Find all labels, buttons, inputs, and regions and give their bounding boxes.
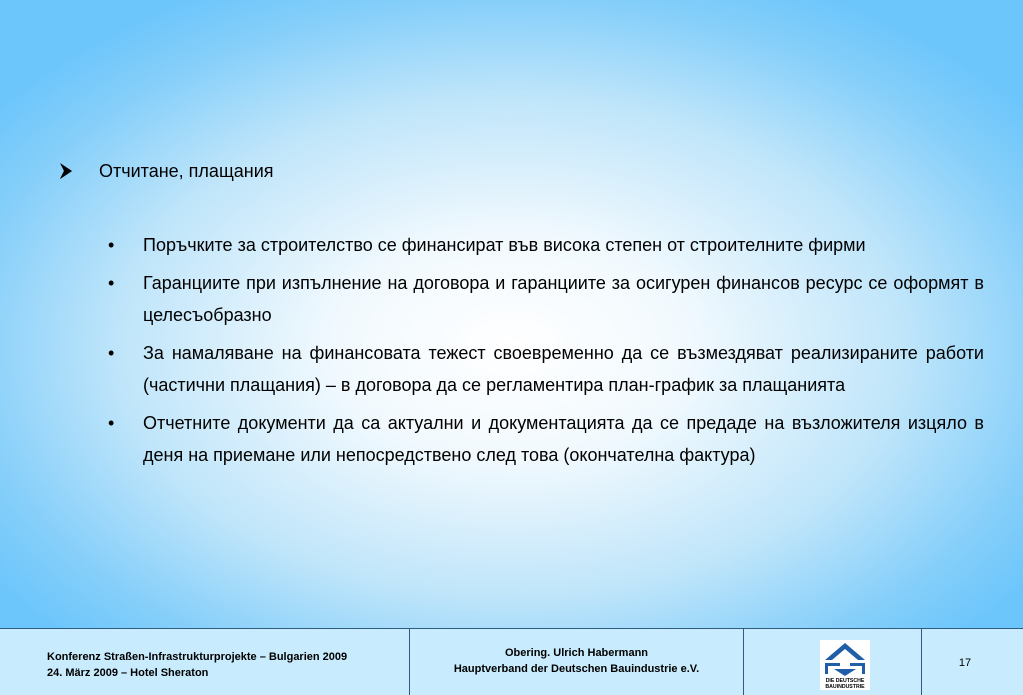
footer-presenter-info xyxy=(410,645,743,677)
footer-divider xyxy=(743,629,744,695)
footer-conference-title: Konferenz Straßen-Infrastrukturprojekte – Bulgarien 2009 xyxy=(47,651,348,663)
logo-text-line2: BAUINDUSTRIE xyxy=(825,684,865,690)
slide-footer xyxy=(0,628,1023,695)
bauindustrie-logo-icon xyxy=(820,640,870,690)
footer-divider xyxy=(921,629,922,695)
bullet-text: Гаранциите при изпълнение на договора и гаранциите за осигурен финансов ресурс се оформят в целесъобразно xyxy=(143,273,984,325)
footer-conference-date: 24. März 2009 – Hotel Sheraton xyxy=(47,667,209,679)
bullet-text: Отчетните документи да са актуални и документацията да се предаде на възложителя изцяло в деня на приемане или непосредствено след това (окончателна фактура) xyxy=(143,413,984,465)
footer-conference-info xyxy=(47,649,347,681)
list-item xyxy=(108,229,984,261)
arrowhead-bullet-icon xyxy=(58,162,80,180)
bullet-text: Поръчките за строителство се финансират във висока степен от строителните фирми xyxy=(143,235,866,255)
bullet-dot: • xyxy=(108,343,115,363)
footer-presenter-name: Obering. Ulrich Habermann xyxy=(504,647,649,659)
heading-row xyxy=(58,157,274,185)
bullet-dot: • xyxy=(108,413,115,433)
bullet-text: За намаляване на финансовата тежест своевременно да се възмездяват реализираните работи (частични плащания) – в договора да се регламентира план-график за плащанията xyxy=(143,343,984,395)
bullet-list xyxy=(108,229,984,477)
bullet-dot: • xyxy=(108,235,115,255)
page-number: 17 xyxy=(958,657,972,669)
section-heading: Отчитане, плащания xyxy=(99,161,274,181)
list-item xyxy=(108,267,984,331)
list-item xyxy=(108,337,984,401)
logo-text-line1: DIE DEUTSCHE xyxy=(825,678,865,684)
footer-organization: Hauptverband der Deutschen Bauindustrie e.V. xyxy=(453,663,700,675)
list-item xyxy=(108,407,984,471)
bullet-dot: • xyxy=(108,273,115,293)
